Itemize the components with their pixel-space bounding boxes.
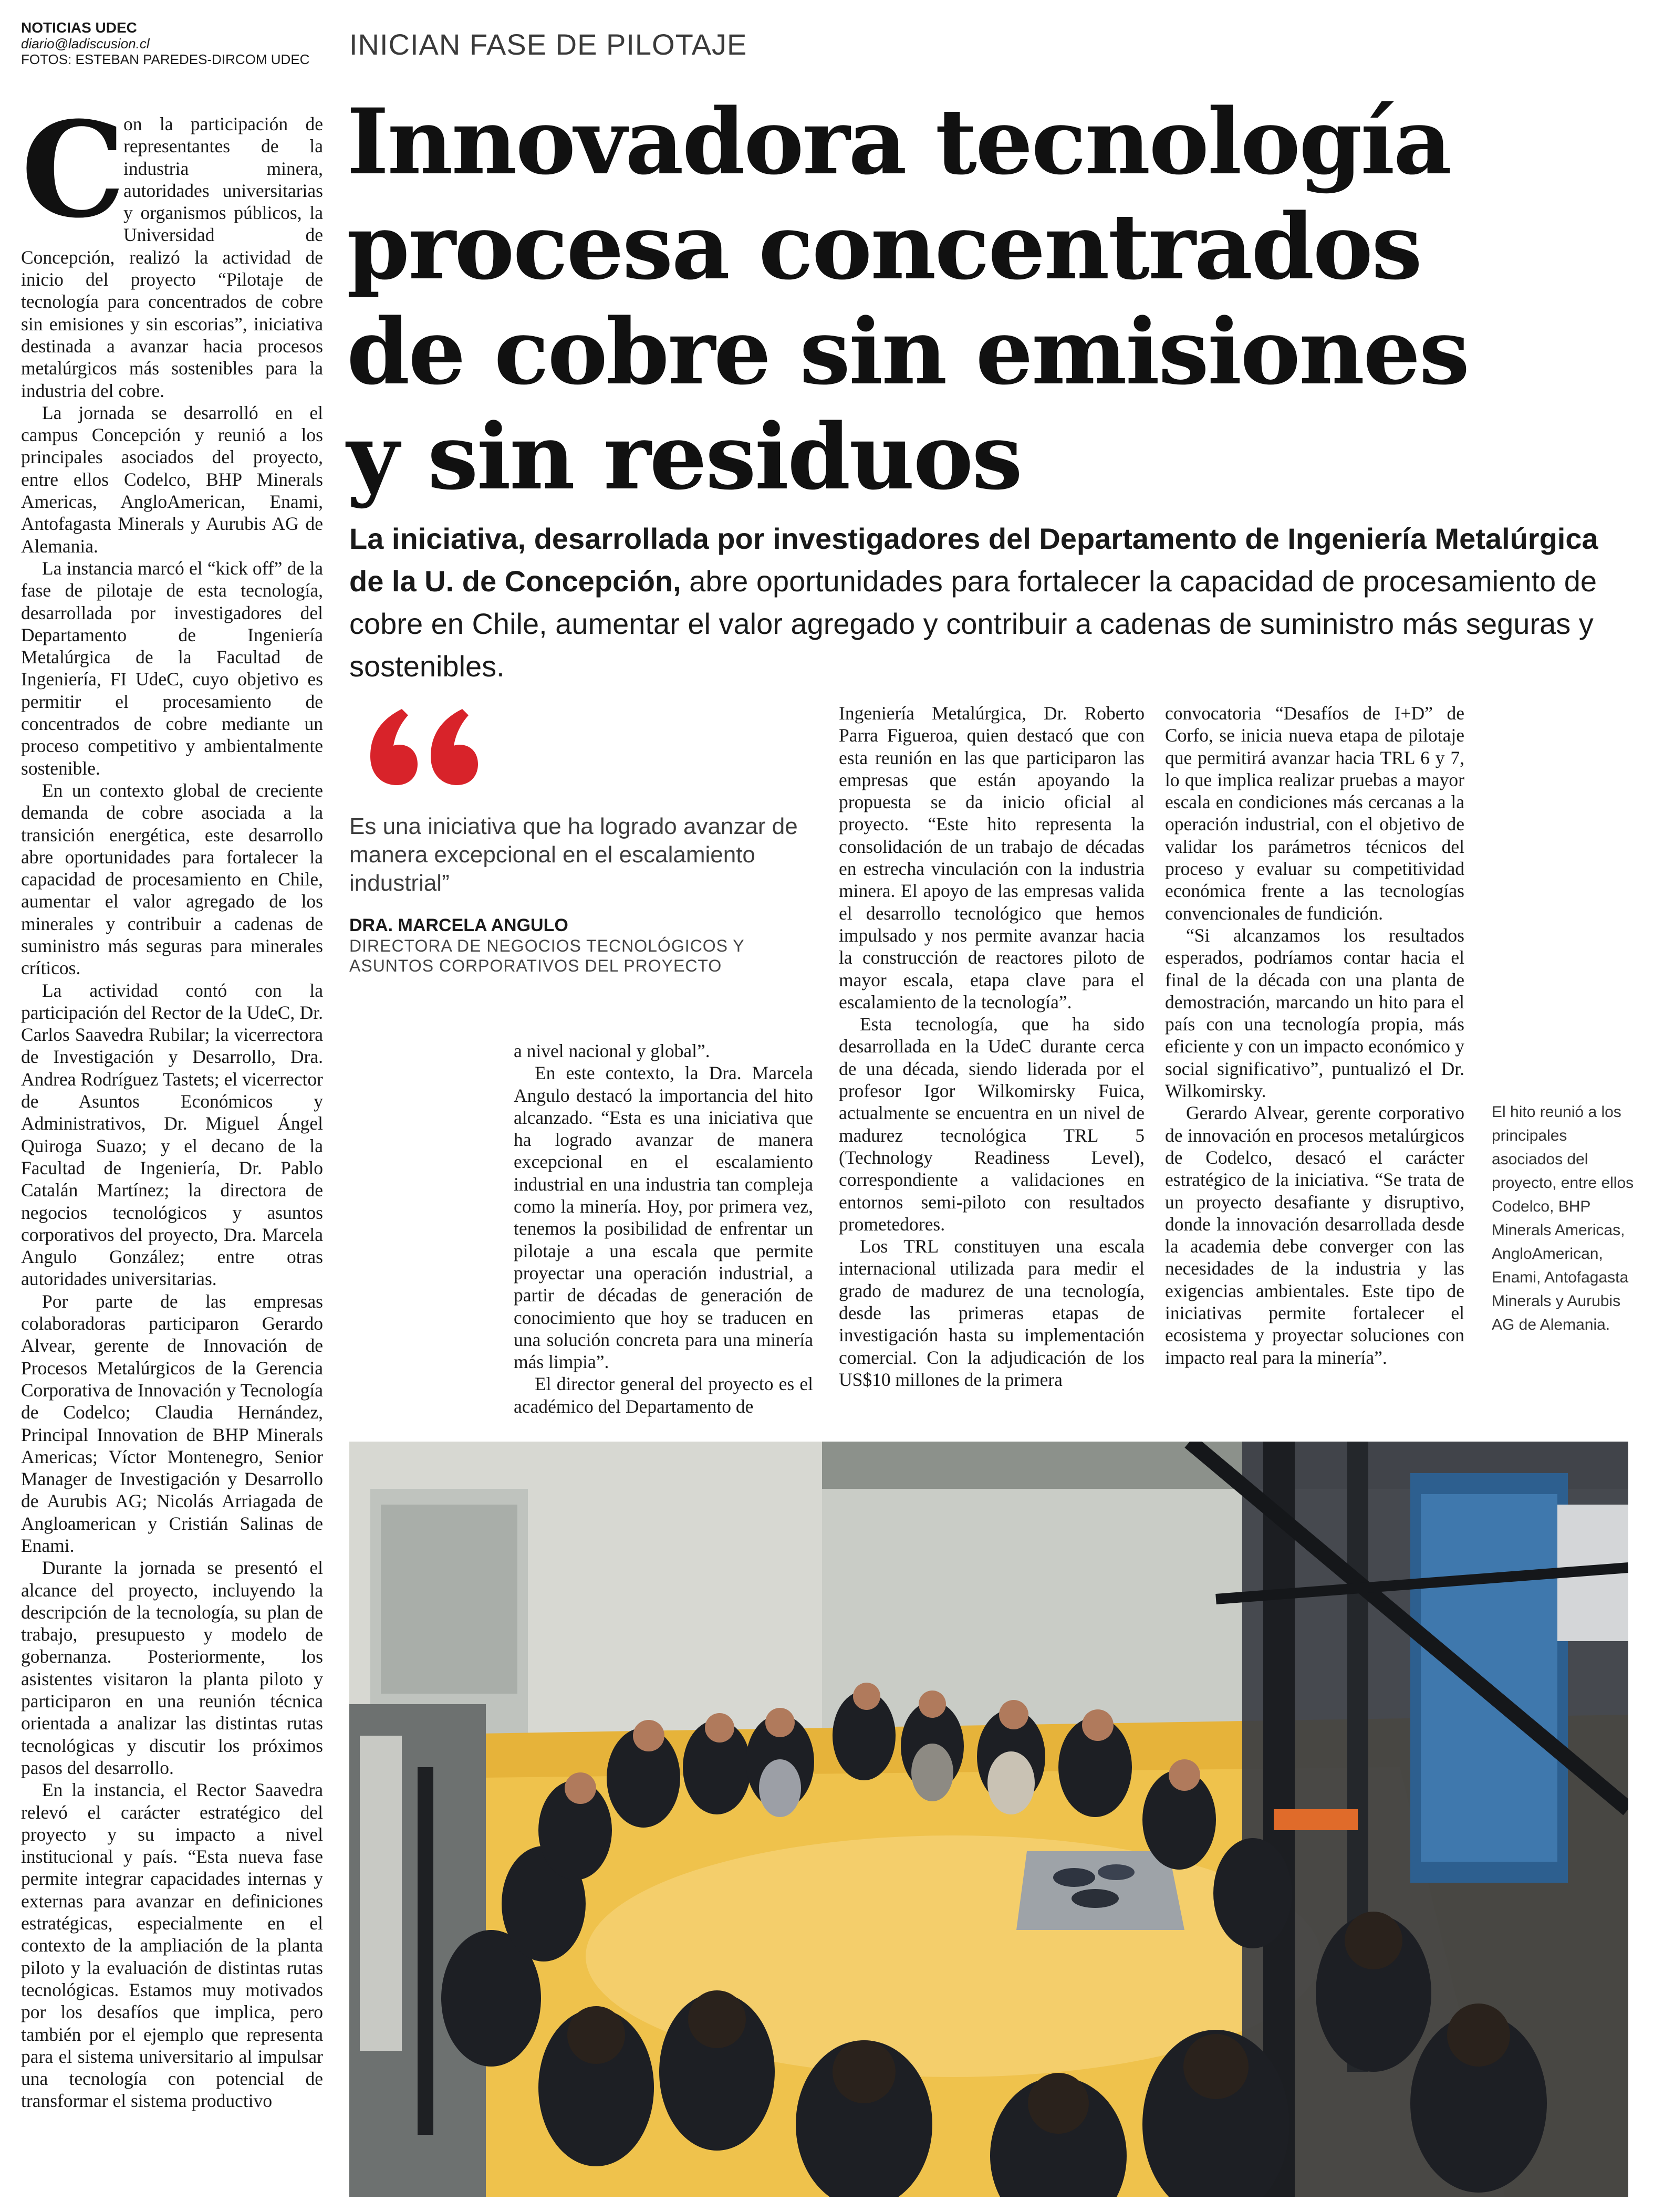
body-paragraph: Ingeniería Metalúrgica, Dr. Roberto Parra Figueroa, quien destacó que con esta reunión en las que participaron las empresas que están apoyando la propuesta se da inicio oficial al proyecto. “Este hito representa la consolidación de un trabajo de décadas en estrecha vinculación con la industria minera. El apoyo de las empresas valida el desarrollo tecnológico que hemos impulsado y nos permite avanzar hacia la construcción de reactores piloto de mayor escala, etapa clave para el escalamiento de la tecnología”. [839,703,1145,1013]
headline [347,89,1502,509]
body-column-1 [21,92,323,2112]
body-paragraph: a nivel nacional y global”. [514,1040,710,1061]
lab-visit-photo [349,1442,1628,2197]
body-paragraph: En este contexto, la Dra. Marcela Angulo destacó la importancia del hito alcanzado. “Esta es una iniciativa que ha logrado avanzar de manera excepcional en el escalamiento industrial en una industria tan compleja como la minería. Hoy, por primera vez, tenemos la posibilidad de enfrentar un pilotaje a una escala que permite proyectar una operación industrial, a partir de décadas de generación de conocimiento que hoy se traducen en una solución concreta para una minería más limpia”. [514,1062,813,1373]
body-paragraph: Durante la jornada se presentó el alcance del proyecto, incluyendo la descripción de la tecnología, su plan de trabajo, presupuesto y modelo de gobernanza. Posteriormente, los asistentes visitaron la planta piloto y participaron en una reunión técnica orientada a analizar las distintas rutas tecnológicas y discutir los próximos pasos del desarrollo. [21,1557,323,1778]
pull-quote [349,698,812,976]
body-paragraph: “Si alcanzamos los resultados esperados, podríamos contar hacia el final de la década con una planta de demostración, marcando un hito para el país con una tecnología propia, más eficiente y con un impacto económico y social significativo”, puntualizó el Dr. Wilkomirsky. [1165,924,1464,1102]
headline-line: procesa concentrados [347,193,1421,300]
drop-cap: C [21,92,126,247]
deck-rest: abre oportunidades para fortalecer la capacidad de procesamiento de cobre en Chile, aumentar el valor agregado y contribuir a cadenas de suministro más seguras y sostenibles. [349,565,1597,683]
photo-caption: El hito reunió a los principales asociados del proyecto, entre ellos Codelco, BHP Minerals Americas, AngloAmerican, Enami, Antofagasta Minerals y Aurubis AG de Alemania. [1492,1103,1634,1333]
body-paragraph: Por parte de las empresas colaboradoras participaron Gerardo Alvear, gerente de Innovación de Procesos Metalúrgicos de la Gerencia Corporativa de Innovación y Tecnología de Codelco; Claudia Hernández, Principal Innovation de BHP Minerals Americas; Víctor Montenegro, Senior Manager de Investigación y Desarrollo de Aurubis AG; Nicolás Arriagada de Angloamerican y Cristián Salinas de Enami. [21,1290,323,1556]
body-paragraph: En la instancia, el Rector Saavedra relevó el carácter estratégico del proyecto y su impacto a nivel institucional y país. “Esta nueva fase permite integrar capacidades internas y externas para avanzar en definiciones estratégicas, especialmente en el contexto de la ampliación de la planta piloto y la evaluación de distintas rutas tecnológicas. Estamos muy motivados por los desafíos que implica, pero también por el ejemplo que representa para el sistema universitario al impulsar una tecnología con potencial de transformar el sistema productivo [21,1779,323,2112]
quote-author: DRA. MARCELA ANGULO [349,915,568,935]
headline-line: de cobre sin emisiones [347,298,1469,405]
body-paragraph: El director general del proyecto es el académico del Departamento de [514,1373,813,1417]
body-paragraph: La actividad contó con la participación del Rector de la UdeC, Dr. Carlos Saavedra Rubilar; la vicerrectora de Investigación y Desarrollo, Dra. Andrea Rodríguez Tastets; el vicerrector de Asuntos Económicos y Administrativos, Dr. Miguel Ángel Quiroga Suazo; y el decano de la Facultad de Ingeniería, Dr. Pablo Catalán Martínez; la directora de negocios tecnológicos y asuntos corporativos del proyecto, Dra. Marcela Angulo González; entre otras autoridades universitarias. [21,979,323,1290]
headline-line: Innovadora tecnología [347,88,1451,195]
body-paragraph: on la participación de representantes de la industria minera, autoridades universitarias y organismos públicos, la Universidad de Concepción, realizó la actividad de inicio del proyecto “Pilotaje de tecnología para concentrados de cobre sin emisiones y sin escorias”, iniciativa destinada a avanzar hacia procesos metalúrgicos más sostenibles para la industria del cobre. [21,113,323,401]
deck-bold: La iniciativa, desarrollada por investigadores del Departamento de Ingeniería Metalúrgica de la U. de Concepción, [349,522,1598,598]
headline-line: y sin residuos [347,403,1022,510]
byline [21,20,326,67]
body-column-2 [514,1040,813,1417]
body-paragraph: La jornada se desarrolló en el campus Concepción y reunió a los principales asociados del proyecto, entre ellos Codelco, BHP Minerals Americas, AngloAmerican, Enami, Antofagasta Minerals y Aurubis AG de Alemania. [21,402,323,557]
body-paragraph: Esta tecnología, que ha sido desarrollada en la UdeC durante cerca de una década, siendo liderada por el profesor Igor Wilkomirsky Fuica, actualmente se encuentra en un nivel de madurez tecnológica TRL 5 (Technology Readiness Level), correspondiente a validaciones en entornos semi-piloto con resultados prometedores. [839,1014,1145,1235]
body-paragraph: En un contexto global de creciente demanda de cobre asociada a la transición energética, este desarrollo abre oportunidades para fortalecer la capacidad de procesamiento en Chile, aumentar el valor agregado de los minerales y contribuir a cadenas de suministro más seguras para minerales críticos. [21,779,323,979]
body-paragraph: La instancia marcó el “kick off” de la fase de pilotaje de esta tecnología, desarrollada por investigadores del Departamento de Ingeniería Metalúrgica de la Facultad de Ingeniería, FI UdeC, cuyo objetivo es permitir el procesamiento de concentrados de cobre mediante un proceso competitivo y ambientalmente sostenible. [21,557,323,779]
body-paragraph: Los TRL constituyen una escala internacional utilizada para medir el grado de madurez de una tecnología, desde las primeras etapas de investigación hasta su implementación comercial. Con la adjudicación de los US$10 millones de la primera [839,1236,1145,1390]
quote-author-role: DIRECTORA DE NEGOCIOS TECNOLÓGICOS Y ASUNTOS CORPORATIVOS DEL PROYECTO [349,936,745,975]
body-paragraph: Gerardo Alvear, gerente corporativo de innovación en procesos metalúrgicos de Codelco, desacó el carácter estratégico de la iniciativa. “Se trata de un proyecto desafiante y disruptivo, donde la innovación desarrollada desde la academia debe converger con las necesidades de la industria y las exigencias ambientales. Este tipo de iniciativas permite fortalecer el ecosistema y proyectar soluciones con impacto real para la minería”. [1165,1102,1464,1368]
body-column-3 [839,702,1145,1391]
kicker: INICIAN FASE DE PILOTAJE [349,28,747,61]
quote-mark-icon [349,698,481,788]
body-paragraph: convocatoria “Desafíos de I+D” de Corfo, se inicia nueva etapa de pilotaje que permitirá avanzar hacia TRL 6 y 7, lo que implica realizar pruebas a mayor escala en condiciones más cercanas a la operación industrial, con el objetivo de validar los parámetros técnicos del proceso y evaluar su competitividad económica frente a las tecnologías convencionales de fundición. [1165,703,1464,924]
quote-text: Es una iniciativa que ha logrado avanzar de manera excepcional en el escalamiento industrial” [349,813,798,896]
byline-email[interactable]: diario@ladiscusion.cl [21,36,150,51]
photo-credit: FOTOS: ESTEBAN PAREDES-DIRCOM UDEC [21,51,310,67]
article-photo [349,1442,1628,2197]
section-name: NOTICIAS UDEC [21,19,137,36]
deck [349,517,1636,687]
body-column-4 [1165,702,1464,1369]
